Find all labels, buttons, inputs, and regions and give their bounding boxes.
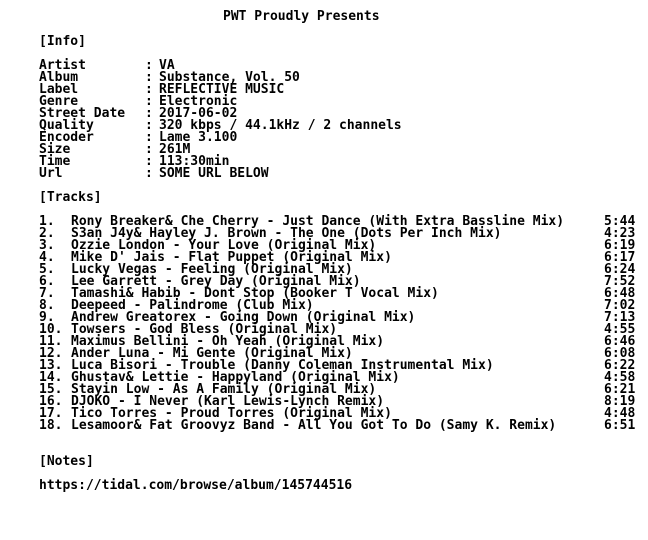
info-section-heading: [Info] [39,34,86,49]
track-duration: 4:58 [604,370,636,385]
track-number: 7. [39,286,55,301]
track-number: 14. [39,370,63,385]
track-number: 12. [39,346,63,361]
info-value: VA [159,58,175,73]
track-number: 18. [39,418,63,433]
info-label: Time [39,154,71,169]
info-value: Lame 3.100 [159,130,238,145]
track-duration: 6:17 [604,250,636,265]
track-title: Rony Breaker& Che Cherry - Just Dance (With Extra Bassline Mix) [71,214,565,229]
track-title: Mike D' Jais - Flat Puppet (Original Mix) [71,250,392,265]
info-value: 320 kbps / 44.1kHz / 2 channels [159,118,402,133]
info-separator: : [145,166,153,181]
info-value: REFLECTIVE MUSIC [159,82,285,97]
info-label: Street Date [39,106,126,121]
tracks-section-heading: [Tracks] [39,190,102,205]
track-number: 6. [39,274,55,289]
track-title: Ozzie London - Your Love (Original Mix) [71,238,377,253]
info-value: 113:30min [159,154,230,169]
track-title: Deepeed - Palindrome (Club Mix) [71,298,314,313]
info-label: Quality [39,118,94,133]
info-separator: : [145,118,153,133]
info-label: Size [39,142,71,157]
track-title: DJOKO - I Never (Karl Lewis-Lynch Remix) [71,394,385,409]
info-value: 261M [159,142,191,157]
track-duration: 7:13 [604,310,636,325]
notes-section-heading: [Notes] [39,454,94,469]
track-number: 1. [39,214,55,229]
track-duration: 6:19 [604,238,636,253]
track-number: 8. [39,298,55,313]
track-duration: 6:08 [604,346,636,361]
track-duration: 4:55 [604,322,636,337]
info-label: Url [39,166,63,181]
info-label: Encoder [39,130,94,145]
track-number: 15. [39,382,63,397]
track-duration: 6:24 [604,262,636,277]
info-separator: : [145,142,153,157]
track-duration: 6:51 [604,418,636,433]
track-number: 10. [39,322,63,337]
info-label: Label [39,82,79,97]
info-separator: : [145,130,153,145]
info-separator: : [145,58,153,73]
track-duration: 4:23 [604,226,636,241]
info-label: Genre [39,94,79,109]
track-title: Tamashi& Habib - Dont Stop (Booker T Vocal Mix) [71,286,439,301]
track-number: 17. [39,406,63,421]
track-number: 13. [39,358,63,373]
track-duration: 7:52 [604,274,636,289]
track-title: Ander Luna - Mi Gente (Original Mix) [71,346,353,361]
track-title: Ghustav& Lettie - Happyland (Original Mix) [71,370,400,385]
track-title: Tico Torres - Proud Torres (Original Mix) [71,406,392,421]
track-number: 3. [39,238,55,253]
track-title: Lucky Vegas - Feeling (Original Mix) [71,262,353,277]
info-label: Artist [39,58,86,73]
info-separator: : [145,82,153,97]
track-number: 9. [39,310,55,325]
track-title: Lesamoor& Fat Groovyz Band - All You Got To Do (Samy K. Remix) [71,418,557,433]
notes-url: https://tidal.com/browse/album/145744516 [39,478,353,493]
track-duration: 6:21 [604,382,636,397]
track-number: 16. [39,394,63,409]
track-title: Towsers - God Bless (Original Mix) [71,322,338,337]
info-separator: : [145,106,153,121]
track-duration: 6:46 [604,334,636,349]
track-title: Andrew Greatorex - Going Down (Original Mix) [71,310,416,325]
track-number: 4. [39,250,55,265]
track-duration: 8:19 [604,394,636,409]
page-title: PWT Proudly Presents [223,9,380,24]
info-separator: : [145,70,153,85]
info-value: Substance, Vol. 50 [159,70,300,85]
info-value: 2017-06-02 [159,106,238,121]
info-separator: : [145,94,153,109]
track-title: Stayin Low - As A Family (Original Mix) [71,382,377,397]
track-title: S3an J4y& Hayley J. Brown - The One (Dots Per Inch Mix) [71,226,502,241]
info-value: Electronic [159,94,238,109]
track-duration: 5:44 [604,214,636,229]
track-title: Lee Garrett - Grey Day (Original Mix) [71,274,361,289]
track-duration: 6:22 [604,358,636,373]
info-label: Album [39,70,79,85]
track-number: 11. [39,334,63,349]
track-duration: 7:02 [604,298,636,313]
info-value: SOME URL BELOW [159,166,269,181]
track-duration: 6:48 [604,286,636,301]
track-number: 2. [39,226,55,241]
track-title: Luca Bisori - Trouble (Danny Coleman Instrumental Mix) [71,358,494,373]
track-duration: 4:48 [604,406,636,421]
track-number: 5. [39,262,55,277]
info-separator: : [145,154,153,169]
track-title: Maximus Bellini - Oh Yeah (Original Mix) [71,334,385,349]
